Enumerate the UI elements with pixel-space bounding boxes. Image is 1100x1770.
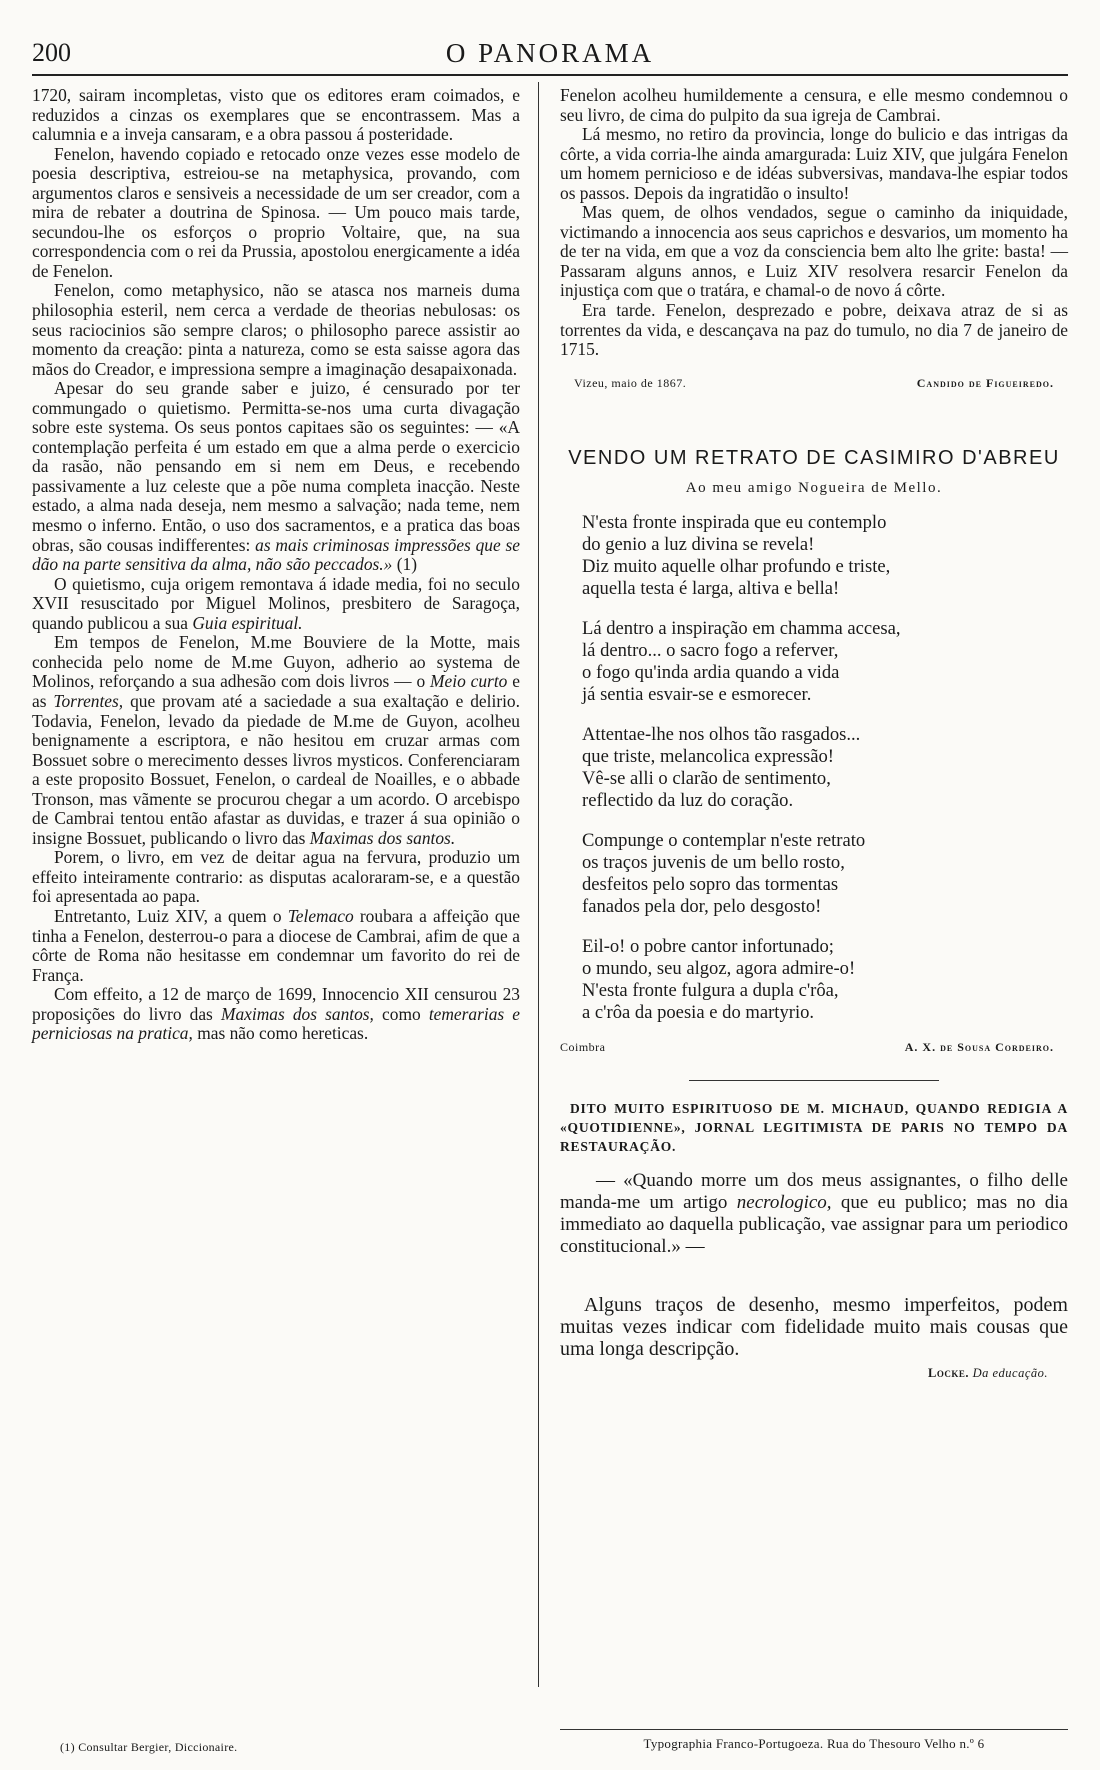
quote-text: que eu publico; mas no dia immediato ao daquella publicação, vae assignar para um periodico constitucional.» — [560, 1191, 1068, 1257]
paragraph: Fenelon acolheu humildemente a censura, e elle mesmo condemnou o seu livro, de cima do pulpito da sua igreja de Cambrai. [560, 85, 1068, 125]
italic-phrase: temerarias e perniciosas na pratica, [32, 1003, 520, 1044]
italic-word: necrologico, [736, 1191, 832, 1213]
paragraph-text: O quietismo, cuja origem remontava á idade media, foi no seculo XVII resuscitado por Miguel Molinos, presbitero de Saragoça, quando publicou a sua [32, 573, 520, 633]
poem-line: o fogo qu'inda ardia quando a vida [582, 662, 840, 684]
paragraph: Era tarde. Fenelon, desprezado e pobre, deixava atraz de si as torrentes da vida, e descançava na paz do tumulo, no dia 7 de janeiro de 1715. [560, 300, 1068, 360]
poem-author: A. X. de Sousa Cordeiro. [904, 1040, 1054, 1055]
poem-place: Coimbra [560, 1040, 606, 1055]
page-header [32, 36, 1068, 76]
paragraph-text: Em tempos de Fenelon, M.me Bouviere de la Motte, mais conhecida pelo nome de M.me Guyon, adherio ao systema de Molinos, reforçando a sua adhesão com dois livros — o [32, 632, 520, 692]
poem-title: VENDO UM RETRATO DE CASIMIRO D'ABREU [568, 447, 1060, 470]
poem-line: aquella testa é larga, altiva e bella! [582, 578, 840, 600]
poem-line: já sentia esvair-se e esmorecer. [582, 684, 812, 706]
left-column [32, 86, 520, 1044]
poem-line: Eil-o! o pobre cantor infortunado; [582, 936, 834, 958]
italic-title: Maximas dos santos, [220, 1003, 374, 1024]
maxim-work: Da educação. [972, 1365, 1048, 1380]
paragraph: Lá mesmo, no retiro da provincia, longe do bulicio e das intrigas da côrte, a vida corria-lhe ainda amargurada: Luiz XIV, que julgára Fenelon um homem pernicioso e de idéas subversivas, mandava-lhe espiar todos os passos. Depois da ingratidão o insulto! [560, 124, 1068, 203]
paragraph-text: mas não como hereticas. [197, 1023, 369, 1044]
poem-line: Compunge o contemplar n'este retrato [582, 830, 866, 852]
paragraph [32, 907, 520, 985]
poem-line: do genio a luz divina se revela! [582, 534, 815, 556]
poem-line: N'esta fronte fulgura a dupla c'rôa, [582, 980, 839, 1002]
poem-body [560, 512, 1068, 1024]
poem-line: Vê-se alli o clarão de sentimento, [582, 768, 831, 790]
poem-line: N'esta fronte inspirada que eu contemplo [582, 512, 887, 534]
locke-maxim [560, 1294, 1068, 1360]
poem-line: a c'rôa da poesia e do martyrio. [582, 1002, 815, 1024]
page-number: 200 [32, 38, 71, 67]
poem-line: reflectido da luz do coração. [582, 790, 794, 812]
paragraph-text: roubara a affeição que tinha a Fenelon, desterrou-o para a diocese de Cambrai, afim de que a côrte de Roma não hesitasse em condemnar um favorito do rei de França. [32, 905, 520, 985]
poem-stanza [560, 618, 1068, 706]
poem-line: Diz muito aquelle olhar profundo e triste, [582, 556, 891, 578]
paragraph [560, 1170, 1068, 1258]
paragraph [32, 633, 520, 848]
footnote-ref: (1) [396, 554, 417, 575]
paragraph [32, 575, 520, 634]
poem-line: desfeitos pelo sopro das tormentas [582, 874, 839, 896]
italic-title: Maximas dos santos. [309, 827, 456, 848]
paragraph: Fenelon, como metaphysico, não se atasca nos marneis duma philosophia esteril, nem cerca a verdade de theorias nebulosas: os seus raciocinios são sempre claros; o philosopho parece assistir ao momento da creação: pinta a natureza, como se esta saisse agora das mãos do Creador, e impressiona sempre a imaginação desapaixonada. [32, 280, 520, 379]
italic-title: Meio curto [430, 671, 508, 692]
italic-quote: as mais criminosas impressões que se dão na parte sensitiva da alma, não são peccados.» [32, 534, 520, 575]
poem-stanza [560, 512, 1068, 600]
printer-imprint: Typographia Franco-Portugoeza. Rua do Thesouro Velho n.º 6 [643, 1736, 985, 1751]
locke-signature [560, 1364, 1068, 1384]
paragraph: 1720, sairam incompletas, visto que os editores eram coimados, e reduzidos a cinzas os exemplares que se encontrassem. Mas a calumnia e a inveja cansaram, e a obra passou á posteridade. [32, 85, 520, 145]
dateline: Vizeu, maio de 1867. [574, 375, 687, 390]
poem-dedication: Ao meu amigo Nogueira de Mello. [685, 479, 943, 496]
header-rule [32, 74, 1068, 76]
poem-stanza [560, 724, 1068, 812]
italic-title: Guia espiritual. [192, 612, 303, 633]
poem-line: fanados pela dor, pelo desgosto! [582, 896, 822, 918]
article-signature [574, 374, 1054, 394]
paragraph: Mas quem, de olhos vendados, segue o caminho da iniquidade, victimando a innocencia aos seus caprichos e desvarios, um momento ha de ter na vida, em que a voz da consciencia bem alto lhe grite: basta! — Passaram alguns annos, e Luiz XIV resolvera resarcir Fenelon da injustiça com que o tratára, e chamal-o de novo á côrte. [560, 202, 1068, 301]
poem-line: que triste, melancolica expressão! [582, 746, 834, 768]
imprint-rule [560, 1729, 1068, 1730]
maxim-author: Locke. [927, 1365, 969, 1380]
connector-text: e as [32, 671, 520, 711]
poem-stanza [560, 936, 1068, 1024]
paragraph [32, 379, 520, 574]
poem-stanza [560, 830, 1068, 918]
right-column [560, 86, 1068, 1383]
journal-title: O PANORAMA [445, 38, 655, 68]
paragraph: Fenelon, havendo copiado e retocado onze vezes esse modelo de poesia descriptiva, estreiou-se na metaphysica, provando, com argumentos claros e sensiveis a necessidade de um ser creador, com a mira de rebater a doutrina de Spinosa. — Um pouco mais tarde, secundou-lhe os esforços o proprio Voltaire, que, na sua correspondencia com o rei da Prussia, apostolou energicamente a idéa de Fenelon. [32, 143, 520, 281]
footnote: (1) Consultar Bergier, Diccionaire. [60, 1740, 238, 1754]
poem-line: lá dentro... o sacro fogo a referver, [582, 640, 839, 662]
paragraph [32, 985, 520, 1044]
italic-title: Torrentes, [53, 690, 124, 711]
poem-line: os traços juvenis de um bello rosto, [582, 852, 845, 874]
column-divider [538, 82, 539, 1687]
paragraph-text: Apesar do seu grande saber e juizo, é censurado por ter commungado o quietismo. Permitta-se-nos uma curta divagação sobre este systema. Os seus pontos capitaes são os seguintes: — «A contemplação perfeita é um estado em que a alma perde o exercicio da rasão, não pensando em si nem em Deus, e recebendo passivamente a luz celeste que a põe numa completa inacção. Neste estado, a alma nada deseja, nem mesmo a salvação; nada teme, nem mesmo o inferno. Então, o uso dos sacramentos, e a pratica das boas obras, são cousas indifferentes: [32, 378, 520, 555]
poem-line: Lá dentro a inspiração em chamma accesa, [582, 618, 901, 640]
section-separator [689, 1080, 939, 1081]
connector-text: como [382, 1003, 421, 1024]
quote-text: — «Quando morre um dos meus assignantes, o filho delle manda-me um artigo [560, 1169, 1068, 1213]
poem-line: o mundo, seu algoz, agora admire-o! [582, 958, 856, 980]
paragraph-text: que provam até a saciedade a sua exaltação e delirio. Todavia, Fenelon, levado da piedade de M.me de Guyon, acolheu benignamente a escriptora, e não hesitou em cruzar armas com Bossuet sobre o merecimento desses livros mysticos. Conferenciaram a este proposito Bossuet, Fenelon, o cardeal de Noailles, e o abbade Tronson, mas vãmente se procurou chegar a um acordo. O arcebispo de Cambrai tentou então afastar as duvidas, e trazer á sua opinião o insigne Bossuet, publicando o livro das [32, 690, 520, 848]
poem-line: Attentae-lhe nos olhos tão rasgados... [582, 724, 861, 746]
anecdote-quote [560, 1170, 1068, 1258]
paragraph-text: Entretanto, Luiz XIV, a quem o [54, 905, 282, 926]
poem-signature [560, 1038, 1054, 1058]
paragraph-text: Com effeito, a 12 de março de 1699, Innocencio XII censurou 23 proposições do livro das [32, 984, 520, 1024]
author-name: Candido de Figueiredo. [916, 375, 1054, 390]
anecdote-title: DITO MUITO ESPIRITUOSO DE M. MICHAUD, QUANDO REDIGIA A «QUOTIDIENNE», JORNAL LEGITIMISTA DE PARIS NO TEMPO DA RESTAURAÇÃO. [560, 1100, 1068, 1154]
paragraph: Porem, o livro, em vez de deitar agua na fervura, produzio um effeito inteiramente contrario: as disputas acaloraram-se, e a questão foi apresentada ao papa. [32, 847, 520, 907]
italic-title: Telemaco [287, 905, 354, 926]
paragraph: Alguns traços de desenho, mesmo imperfeitos, podem muitas vezes indicar com fidelidade muito mais cousas que uma longa descripção. [560, 1293, 1068, 1360]
